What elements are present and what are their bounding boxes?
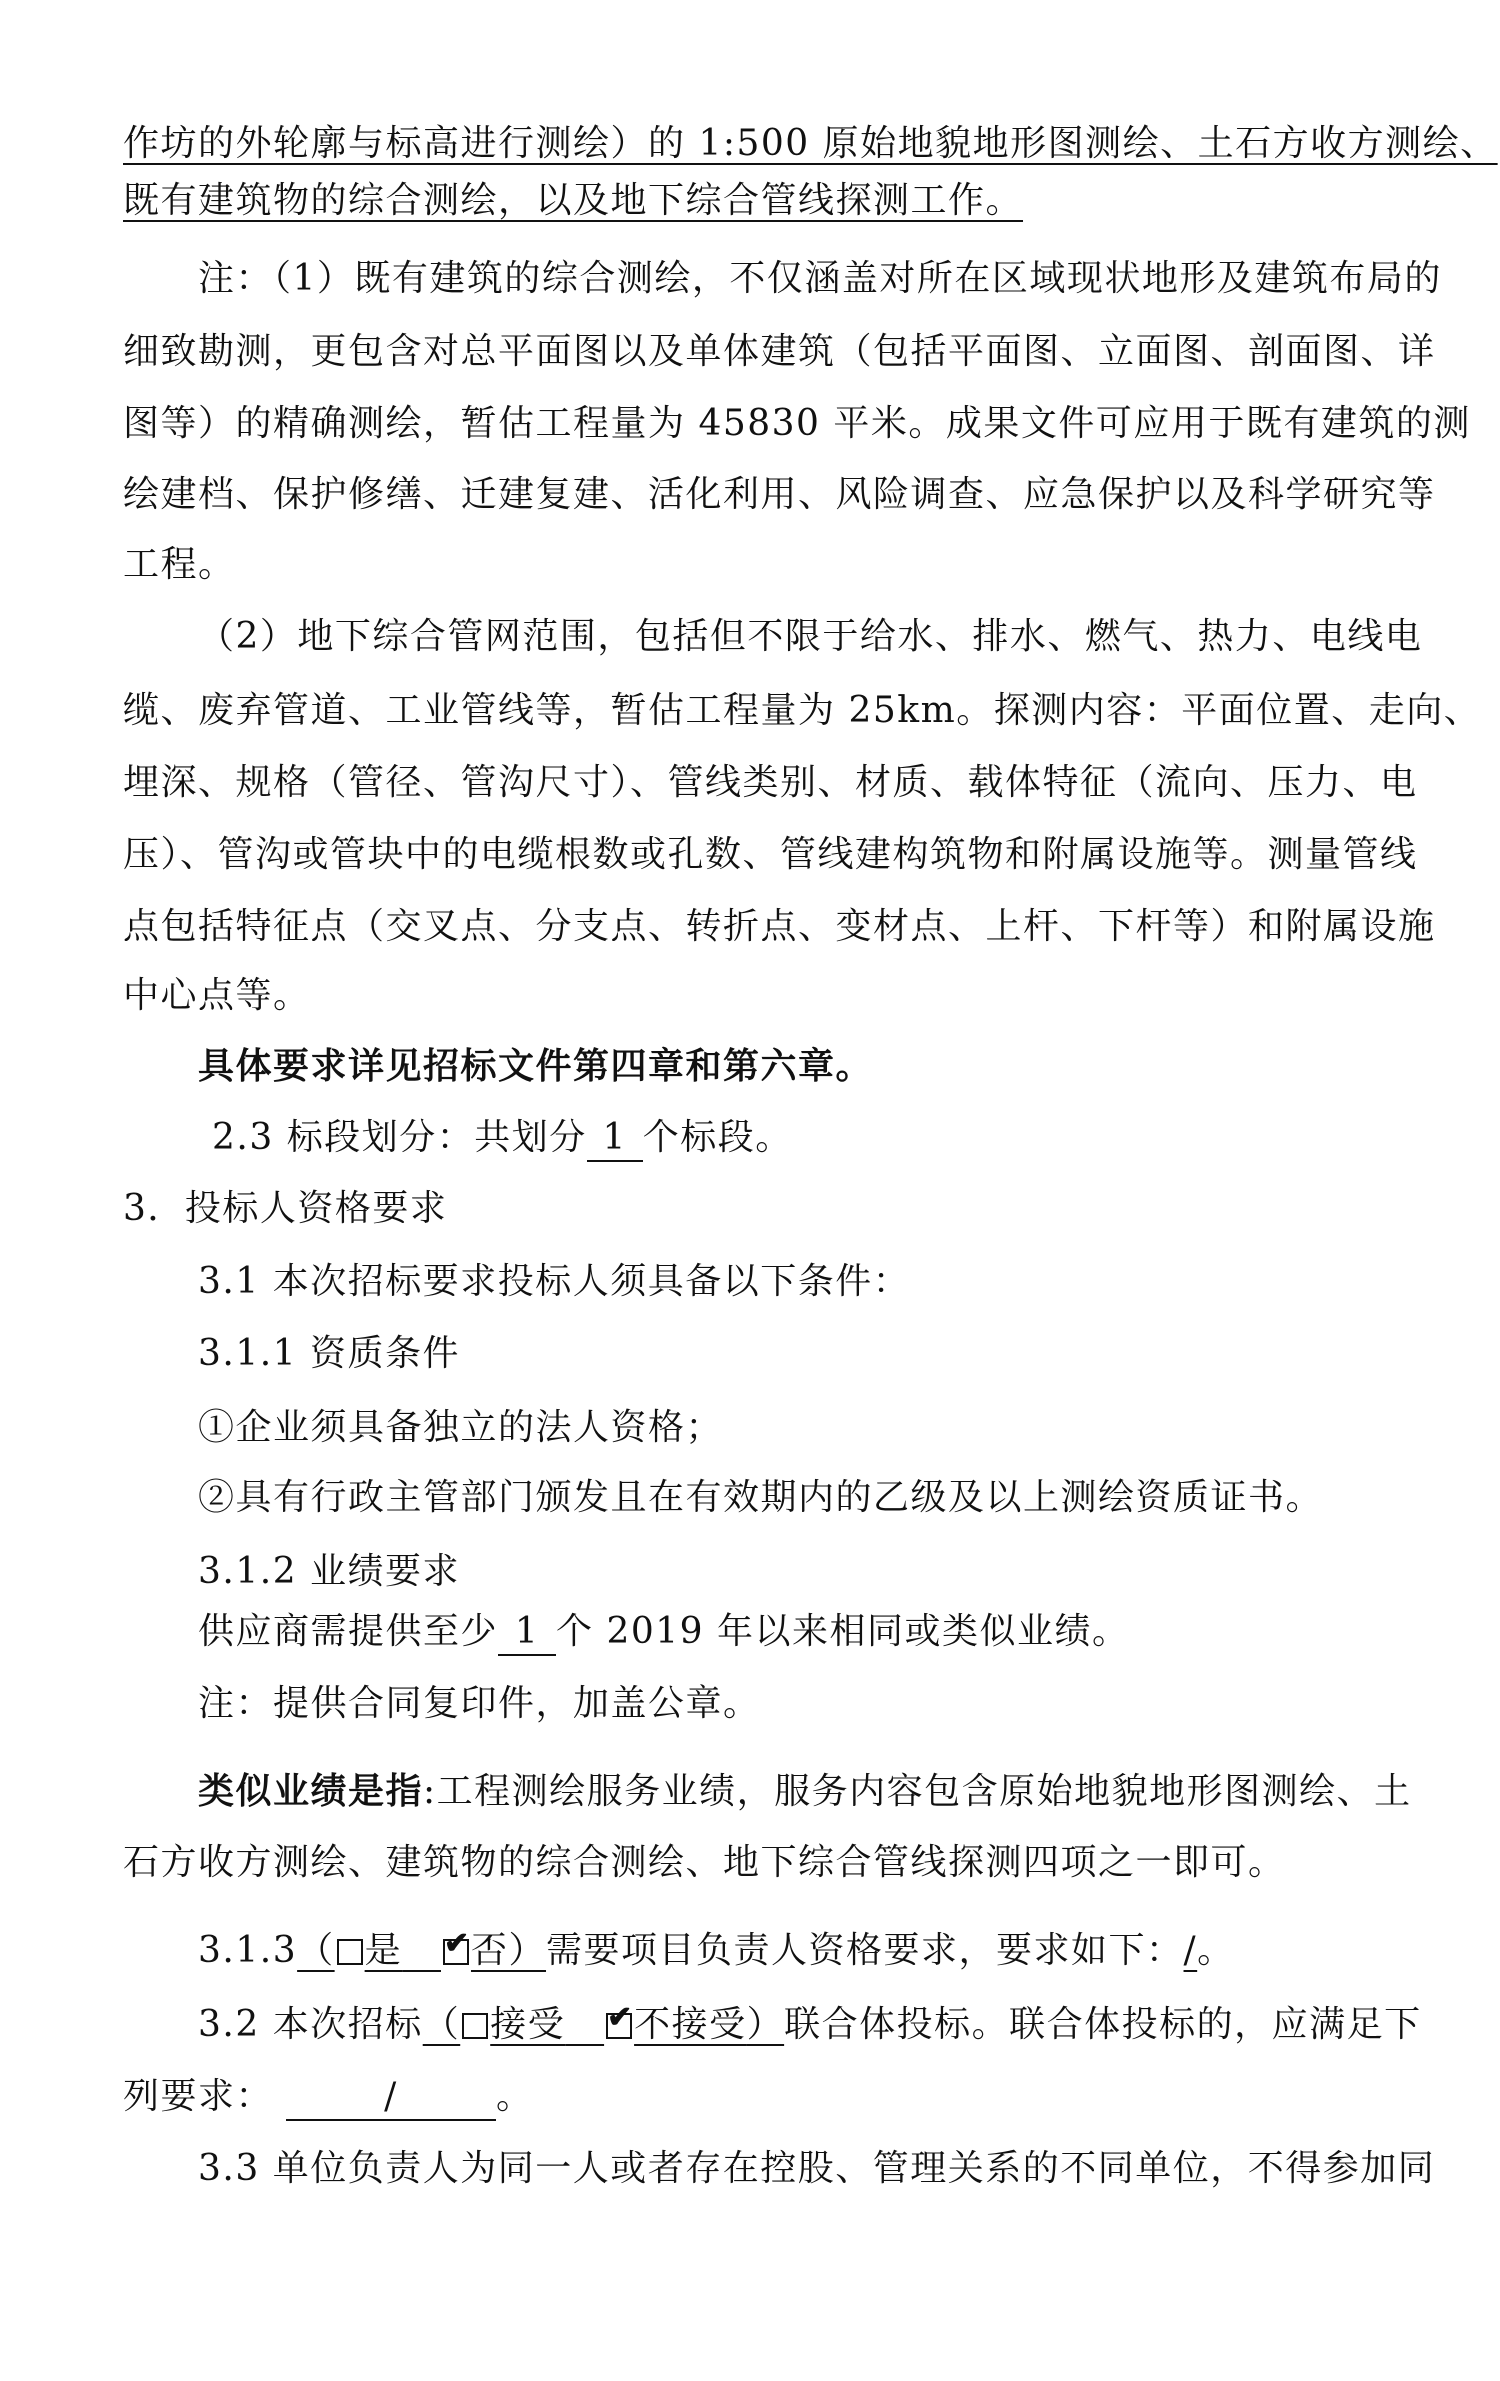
section-3-1-2: 3.1.2 业绩要求	[198, 1551, 461, 1592]
checkbox-yes[interactable]	[337, 1939, 363, 1965]
section-3-1-1: 3.1.1 资质条件	[198, 1333, 461, 1374]
checkbox-reject-checked[interactable]	[606, 2013, 632, 2039]
paren-close: ）	[746, 2004, 785, 2045]
paren-close: ）	[508, 1930, 547, 1971]
option-accept-label: 接受	[490, 2004, 566, 2045]
paragraph-line: 作坊的外轮廓与标高进行测绘）的 1:500 原始地貌地形图测绘、土石方收方测绘、	[123, 123, 1498, 164]
qualification-item-2: ②具有行政主管部门颁发且在有效期内的乙级及以上测绘资质证书。	[198, 1477, 1324, 1518]
paragraph-line: 图等）的精确测绘，暂估工程量为 45830 平米。成果文件可应用于既有建筑的测	[123, 403, 1471, 444]
similar-performance-def	[198, 1765, 1412, 1817]
section-3-2-text: 3.2 本次招标	[198, 2004, 423, 2045]
consortium-requirement-value: /	[286, 2075, 496, 2121]
section-3-heading: 3．投标人资格要求	[123, 1188, 448, 1229]
performance-prefix: 供应商需提供至少	[198, 1611, 499, 1652]
section-3-1-3	[198, 1925, 1405, 1977]
option-reject-label: 不接受	[634, 2004, 747, 2045]
note-2-line: （2）地下综合管网范围，包括但不限于给水、排水、燃气、热力、电线电	[198, 616, 1423, 657]
period: 。	[1197, 1930, 1235, 1971]
requirements-note: 具体要求详见招标文件第四章和第六章。	[198, 1045, 874, 1087]
section-3-2-continued	[123, 2071, 1405, 2123]
performance-count: 1	[498, 1610, 556, 1656]
paragraph-line: 点包括特征点（交叉点、分支点、转折点、变材点、上杆、下杆等）和附属设施	[123, 906, 1436, 947]
paragraph-line: 压）、管沟或管块中的电缆根数或孔数、管线建构筑物和附属设施等。测量管线	[123, 834, 1418, 875]
paragraph-line: 绘建档、保护修缮、迁建复建、活化利用、风险调查、应急保护以及科学研究等	[123, 474, 1436, 515]
consortium-requirement-label: 列要求：	[123, 2076, 274, 2117]
section-3-3: 3.3 单位负责人为同一人或者存在控股、管理关系的不同单位，不得参加同	[198, 2148, 1436, 2189]
paragraph-line: 中心点等。	[123, 975, 311, 1016]
paragraph-line: 埋深、规格（管径、管沟尺寸）、管线类别、材质、载体特征（流向、压力、电	[123, 762, 1418, 803]
paragraph-line: 既有建筑物的综合测绘，以及地下综合管线探测工作。	[123, 180, 1024, 221]
option-yes-label: 是	[364, 1930, 403, 1971]
checkbox-no-checked[interactable]	[443, 1939, 469, 1965]
paragraph-line: 细致勘测，更包含对总平面图以及单体建筑（包括平面图、立面图、剖面图、详	[123, 331, 1436, 372]
section-2-3-prefix: 2.3 标段划分：共划分	[212, 1117, 587, 1158]
checkbox-accept[interactable]	[462, 2013, 488, 2039]
option-no-label: 否	[470, 1930, 509, 1971]
similar-performance-label: 类似业绩是指	[198, 1770, 424, 1812]
paren-open: （	[422, 2004, 461, 2045]
paragraph-line: 石方收方测绘、建筑物的综合测绘、地下综合管线探测四项之一即可。	[123, 1842, 1286, 1883]
section-2-3-suffix: 个标段。	[642, 1117, 793, 1158]
paragraph-line: 缆、废弃管道、工业管线等，暂估工程量为 25km。探测内容：平面位置、走向、	[123, 690, 1482, 731]
section-3-2	[198, 1999, 1422, 2051]
section-3-2-suffix: 联合体投标。联合体投标的，应满足下	[784, 2004, 1422, 2045]
pm-requirement-value: /	[1183, 1930, 1198, 1971]
section-3-1-3-text: 需要项目负责人资格要求，要求如下：	[546, 1930, 1184, 1971]
consortium-options	[423, 2004, 784, 2045]
qualification-item-1: ①企业须具备独立的法人资格；	[198, 1407, 724, 1448]
paragraph-line: 工程。	[123, 544, 236, 585]
note-1-line: 注：（1）既有建筑的综合测绘，不仅涵盖对所在区域现状地形及建筑布局的	[198, 258, 1442, 299]
period: 。	[495, 2076, 534, 2117]
section-2-3	[212, 1112, 1405, 1164]
performance-requirement	[198, 1606, 1405, 1658]
section-3-1: 3.1 本次招标要求投标人须具备以下条件：	[198, 1261, 911, 1302]
section-3-1-3-number: 3.1.3	[198, 1930, 298, 1971]
lot-count: 1	[587, 1116, 643, 1162]
pm-requirement-options	[297, 1930, 546, 1971]
performance-note: 注：提供合同复印件，加盖公章。	[198, 1683, 761, 1724]
similar-performance-text: :工程测绘服务业绩，服务内容包含原始地貌地形图测绘、土	[423, 1771, 1412, 1812]
paren-open: （	[297, 1930, 335, 1971]
performance-suffix: 个 2019 年以来相同或类似业绩。	[556, 1611, 1130, 1652]
